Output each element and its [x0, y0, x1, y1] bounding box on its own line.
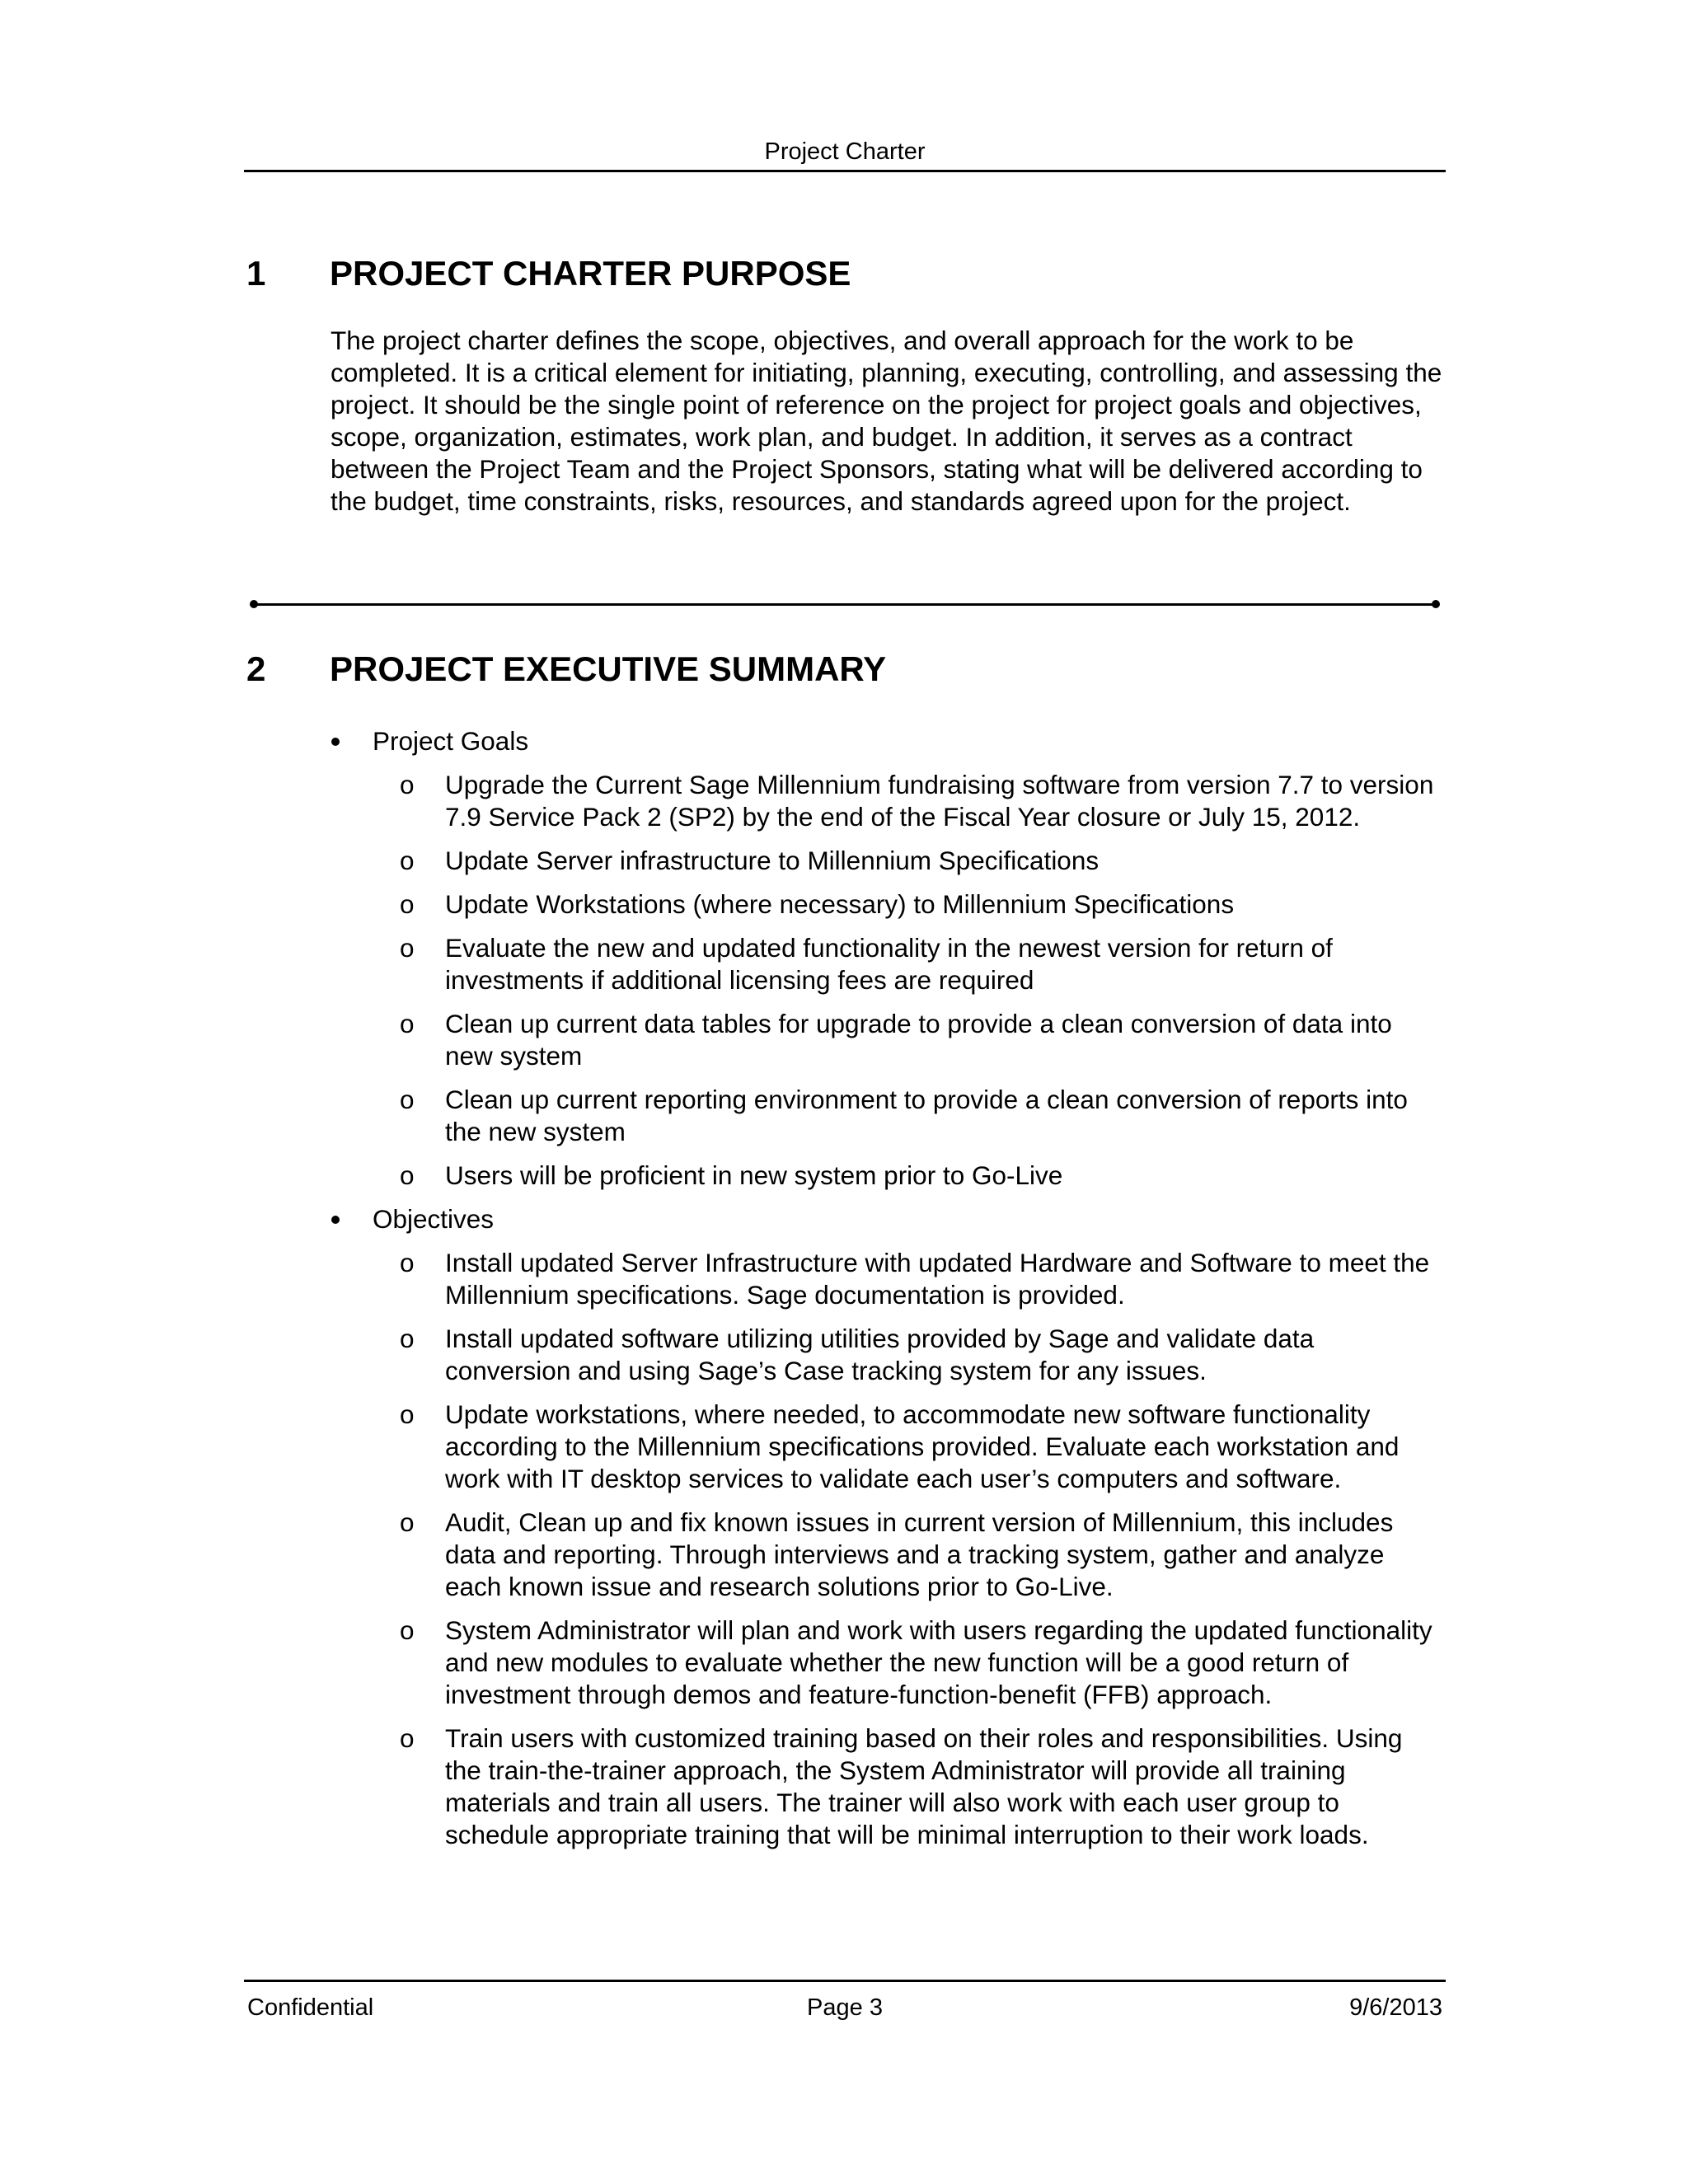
- bullet-item: [330, 1203, 1434, 1851]
- sub-bullet-marker: o: [400, 1723, 415, 1753]
- sub-list-item: [400, 1247, 1434, 1311]
- section-heading: [246, 253, 1446, 294]
- executive-summary-list: [330, 725, 1434, 1863]
- sub-bullet-marker: o: [400, 1160, 415, 1190]
- sub-list-item: [400, 1399, 1434, 1495]
- sub-bullet-marker: o: [400, 1399, 415, 1429]
- footer-rule: [244, 1980, 1446, 1982]
- sub-item-text: Clean up current reporting environment to provide a clean conversion of reports into the new system: [445, 1085, 1408, 1146]
- sub-item-text: Evaluate the new and updated functionality in the newest version for return of investments if additional licensing fees are required: [445, 933, 1333, 995]
- bullet-label: Objectives: [373, 1204, 495, 1234]
- sub-item-text: Update Server infrastructure to Millennium Specifications: [445, 846, 1100, 875]
- sub-bullet-marker: o: [400, 1324, 415, 1353]
- sub-bullet-marker: o: [400, 1009, 415, 1038]
- section-executive-summary: [246, 649, 1446, 690]
- section-title: PROJECT CHARTER PURPOSE: [330, 254, 851, 293]
- sub-list-item: [400, 888, 1434, 921]
- sub-bullet-marker: o: [400, 933, 415, 963]
- sub-bullet-marker: o: [400, 1615, 415, 1645]
- sub-list-item: [400, 1323, 1434, 1387]
- sub-list: [400, 769, 1434, 1192]
- purpose-paragraph: The project charter defines the scope, objectives, and overall approach for the work to be completed. It is a critical element for initiating, planning, executing, controlling, and assessing the project. It should be the single point of reference on the project for project goals and objectives, scope, organization, estimates, work plan, and budget. In addition, it serves as a contract between the Project Team and the Project Sponsors, stating what will be delivered according to the budget, time constraints, risks, resources, and standards agreed upon for the project.: [331, 326, 1442, 516]
- sub-item-text: Users will be proficient in new system prior to Go-Live: [445, 1160, 1063, 1190]
- sub-bullet-marker: o: [400, 846, 415, 875]
- section-title: PROJECT EXECUTIVE SUMMARY: [330, 649, 887, 688]
- sub-list-item: [400, 1008, 1434, 1072]
- section-number: 1: [246, 254, 266, 293]
- sub-item-text: Install updated software utilizing utilities provided by Sage and validate data conversion and using Sage’s Case tracking system for any issues.: [445, 1324, 1315, 1385]
- divider-dot: [250, 600, 258, 608]
- sub-bullet-marker: o: [400, 770, 415, 799]
- section-divider: [250, 600, 1440, 608]
- bullet-item: [330, 725, 1434, 1192]
- sub-list-item: [400, 769, 1434, 833]
- footer-confidential: Confidential: [247, 1994, 374, 2021]
- sub-list-item: [400, 1507, 1434, 1603]
- sub-list-item: [400, 1615, 1434, 1711]
- sub-list-item: [400, 1722, 1434, 1851]
- sub-bullet-marker: o: [400, 1085, 415, 1114]
- footer-page-number: Page 3: [807, 1994, 883, 2021]
- header-rule: [244, 170, 1446, 172]
- sub-item-text: Update workstations, where needed, to accommodate new software functionality according to the Millennium specifications provided. Evaluate each workstation and work with IT desktop services to validate each user’s computers and software.: [445, 1399, 1400, 1493]
- section-heading: [246, 649, 1446, 690]
- sub-item-text: Install updated Server Infrastructure with updated Hardware and Software to meet the Millennium specifications. Sage documentation is provided.: [445, 1248, 1430, 1310]
- sub-item-text: Upgrade the Current Sage Millennium fundraising software from version 7.7 to version 7.9 Service Pack 2 (SP2) by the end of the Fiscal Year closure or July 15, 2012.: [445, 770, 1434, 832]
- sub-bullet-marker: o: [400, 1507, 415, 1537]
- section-charter-purpose: [246, 253, 1446, 518]
- sub-item-text: Update Workstations (where necessary) to Millennium Specifications: [445, 889, 1235, 919]
- sub-item-text: Train users with customized training based on their roles and responsibilities. Using the train-the-trainer approach, the System Administrator will provide all training materials and train all users. The trainer will also work with each user group to schedule appropriate training that will be minimal interruption to their work loads.: [445, 1723, 1403, 1849]
- divider-dot: [1432, 600, 1440, 608]
- sub-item-text: Audit, Clean up and fix known issues in current version of Millennium, this includes data and reporting. Through interviews and a tracking system, gather and analyze each known issue and research solutions prior to Go-Live.: [445, 1507, 1394, 1601]
- section-number: 2: [246, 649, 266, 688]
- sub-list-item: [400, 845, 1434, 877]
- sub-list-item: [400, 1084, 1434, 1148]
- header-title: Project Charter: [764, 138, 926, 165]
- page-header: [244, 137, 1446, 166]
- bullet-label: Project Goals: [373, 726, 529, 756]
- sub-list: [400, 1247, 1434, 1851]
- sub-bullet-marker: o: [400, 1248, 415, 1277]
- sub-list-item: [400, 932, 1434, 996]
- sub-item-text: System Administrator will plan and work with users regarding the updated functionality and new modules to evaluate whether the new function will be a good return of investment through demos and feature-function-benefit (FFB) approach.: [445, 1615, 1432, 1709]
- sub-bullet-marker: o: [400, 889, 415, 919]
- footer-date: 9/6/2013: [1349, 1994, 1442, 2021]
- sub-list-item: [400, 1160, 1434, 1192]
- sub-item-text: Clean up current data tables for upgrade to provide a clean conversion of data into new system: [445, 1009, 1392, 1071]
